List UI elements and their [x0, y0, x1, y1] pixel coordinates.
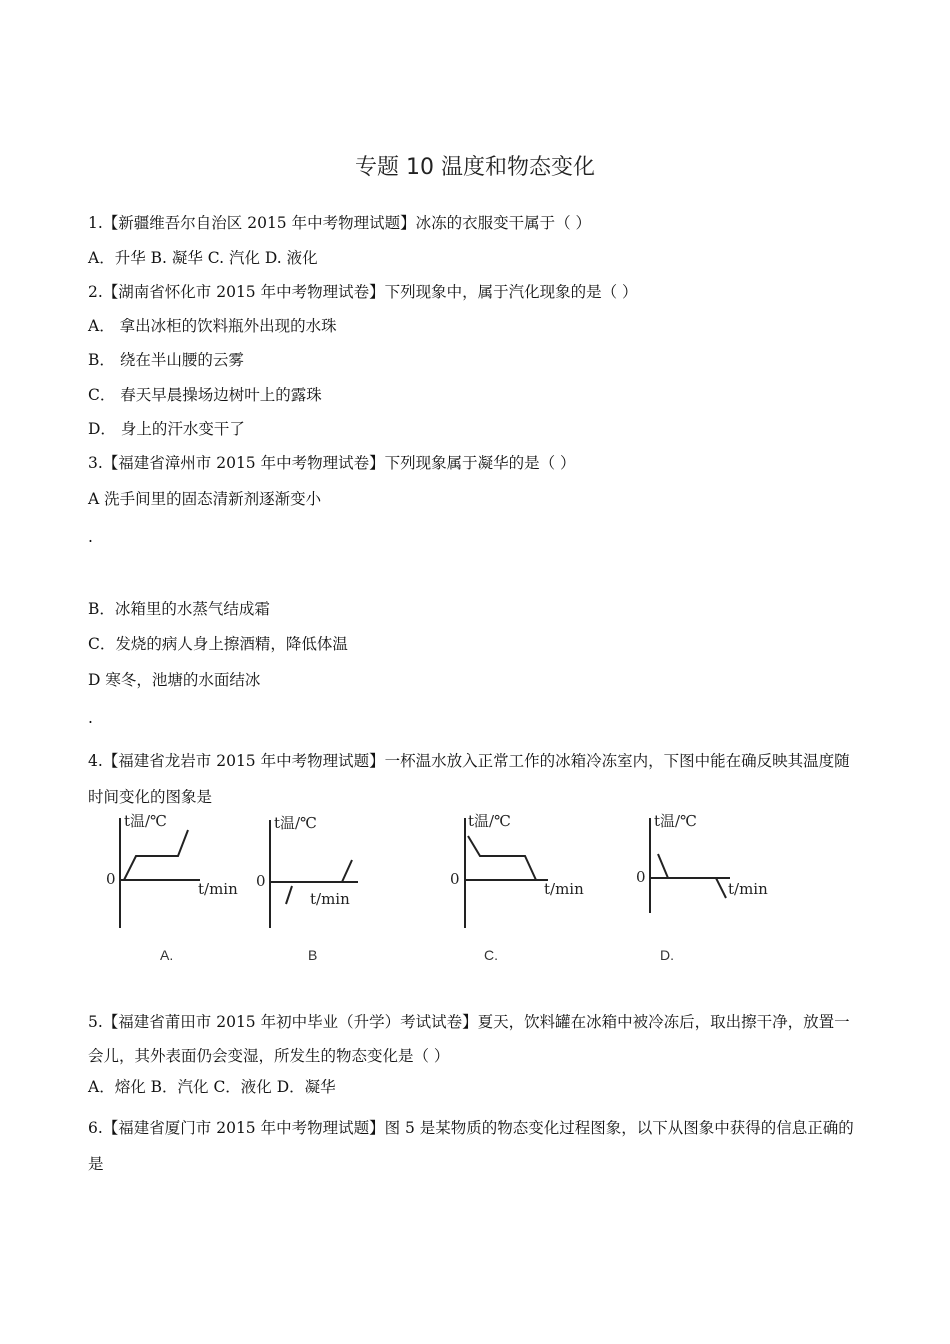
graph-c-x-label: t/min	[544, 880, 584, 898]
graph-c-caption: C.	[484, 947, 498, 963]
question-2-option-c: C． 春天早晨操场边树叶上的露珠	[88, 386, 322, 404]
graph-b-y-label: t温/℃	[274, 814, 317, 832]
question-5-stem: 5.【福建省莆田市 2015 年初中毕业（升学）考试试卷】夏天，饮料罐在冰箱中被冷冻后，取出擦干净，放置一会儿，其外表面仍会变湿，所发生的物态变化是（ ）	[88, 1013, 850, 1065]
question-2-option-d: D． 身上的汗水变干了	[88, 420, 245, 438]
question-4-graphs	[100, 808, 800, 968]
question-3-dot-1: .	[88, 528, 93, 546]
question-1-stem: 1.【新疆维吾尔自治区 2015 年中考物理试题】冰冻的衣服变干属于（ ）	[88, 214, 592, 232]
graph-b-x-label: t/min	[310, 890, 350, 908]
question-3-option-c: C．发烧的病人身上擦酒精，降低体温	[88, 635, 348, 653]
question-4-stem: 4.【福建省龙岩市 2015 年中考物理试题】一杯温水放入正常工作的冰箱冷冻室内，下图中能在确反映其温度随时间变化的图象是	[88, 752, 850, 806]
graph-b-seg2	[342, 860, 352, 882]
question-2-option-b: B． 绕在半山腰的云雾	[88, 351, 244, 369]
question-2-option-a: A． 拿出冰柜的饮料瓶外出现的水珠	[88, 317, 337, 335]
graph-a-curve	[124, 830, 188, 880]
graph-d-origin: 0	[636, 868, 646, 886]
graph-a-caption: A.	[160, 947, 174, 963]
question-1-options: A．升华 B. 凝华 C. 汽化 D. 液化	[88, 249, 318, 267]
graph-a-origin: 0	[106, 870, 116, 888]
graph-b-seg1	[286, 886, 292, 904]
graph-a-y-label: t温/℃	[124, 812, 167, 830]
graph-b-origin: 0	[256, 872, 266, 890]
question-6-stem: 6.【福建省厦门市 2015 年中考物理试题】图 5 是某物质的物态变化过程图象，以下从图象中获得的信息正确的是	[88, 1119, 854, 1173]
graph-d-seg1	[658, 854, 668, 878]
graph-d-x-label: t/min	[728, 880, 768, 898]
question-3-option-b: B．冰箱里的水蒸气结成霜	[88, 600, 270, 618]
page-title: 专题 10 温度和物态变化	[355, 155, 595, 180]
graphs-svg	[100, 808, 800, 968]
question-5-options: A．熔化 B．汽化 C．液化 D．凝华	[88, 1078, 336, 1096]
question-3-option-d: D 寒冬，池塘的水面结冰	[88, 671, 261, 689]
graph-d-seg2	[716, 878, 726, 898]
question-3-option-a: A 洗手间里的固态清新剂逐渐变小	[88, 490, 322, 508]
graph-d-caption: D.	[660, 947, 674, 963]
graph-c-y-label: t温/℃	[468, 812, 511, 830]
graph-a-x-label: t/min	[198, 880, 238, 898]
graph-d-y-label: t温/℃	[654, 812, 697, 830]
graph-c-curve	[468, 836, 536, 880]
question-3-dot-2: .	[88, 709, 93, 727]
graph-b-caption: B	[308, 947, 318, 963]
graph-c-origin: 0	[450, 870, 460, 888]
question-3-stem: 3.【福建省漳州市 2015 年中考物理试卷】下列现象属于凝华的是（ ）	[88, 454, 576, 472]
question-2-stem: 2.【湖南省怀化市 2015 年中考物理试卷】下列现象中，属于汽化现象的是（ ）	[88, 283, 638, 301]
